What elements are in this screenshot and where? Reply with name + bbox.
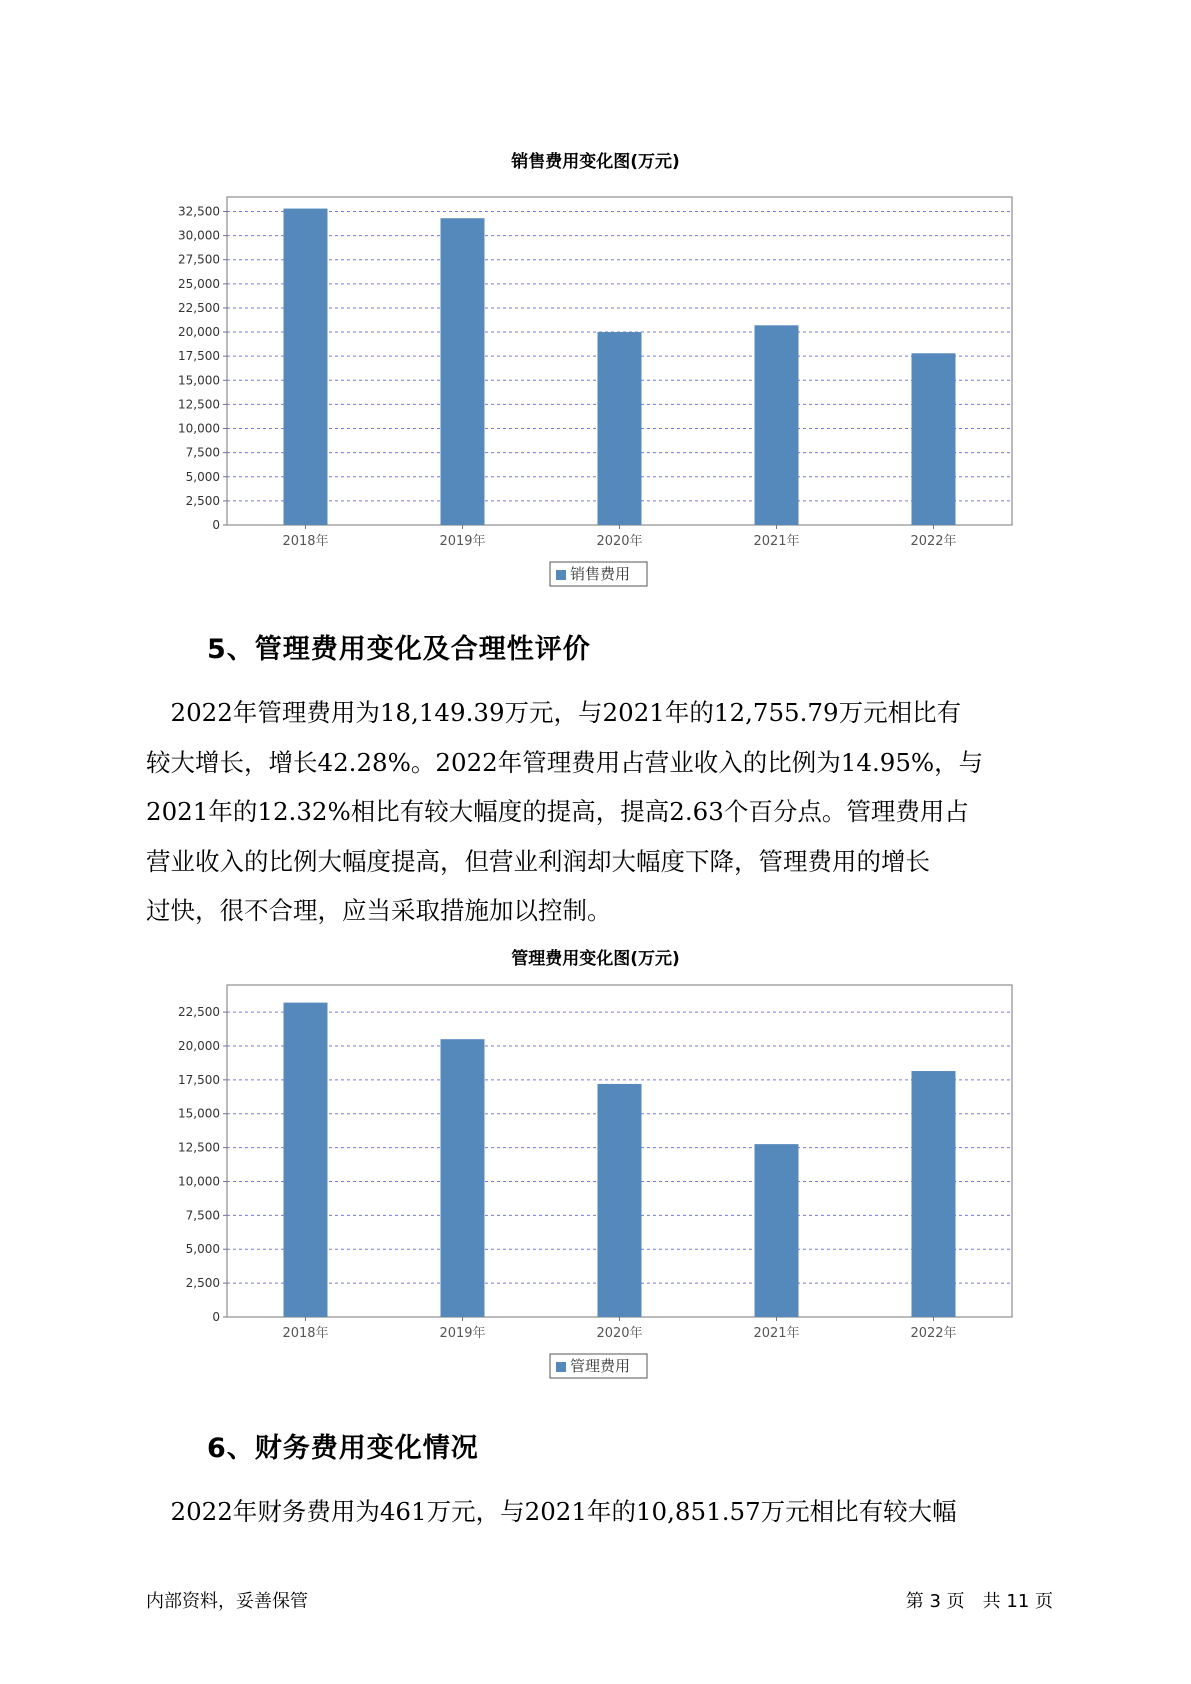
y-tick-label: 12,500	[178, 397, 220, 412]
section-5-paragraph	[146, 688, 1046, 936]
bar	[284, 209, 328, 525]
x-tick-label: 2020年	[596, 534, 643, 549]
y-tick-label: 22,500	[178, 1005, 220, 1020]
y-tick-label: 27,500	[178, 252, 220, 267]
y-tick-label: 17,500	[178, 1072, 220, 1087]
bar	[755, 1144, 799, 1317]
section-5-heading: 5、管理费用变化及合理性评价	[207, 634, 591, 665]
x-tick-label: 2020年	[596, 1326, 643, 1341]
legend-swatch	[556, 570, 566, 580]
x-tick-label: 2021年	[753, 534, 800, 549]
y-tick-label: 10,000	[178, 421, 220, 436]
y-tick-label: 22,500	[178, 300, 220, 315]
x-tick-label: 2021年	[753, 1326, 800, 1341]
x-tick-label: 2022年	[910, 534, 957, 549]
sales-expense-chart	[0, 175, 1191, 595]
section-6-heading: 6、财务费用变化情况	[207, 1433, 479, 1464]
bar	[598, 1084, 642, 1317]
admin-expense-chart	[0, 975, 1191, 1395]
y-tick-label: 10,000	[178, 1174, 220, 1189]
y-tick-label: 5,000	[185, 469, 220, 484]
y-tick-label: 20,000	[178, 1038, 220, 1053]
y-tick-label: 15,000	[178, 373, 220, 388]
x-tick-label: 2018年	[282, 534, 329, 549]
legend	[550, 1354, 647, 1378]
y-tick-label: 32,500	[178, 204, 220, 219]
y-tick-label: 15,000	[178, 1106, 220, 1121]
legend-swatch	[556, 1362, 566, 1372]
chart-title-sales: 销售费用变化图(万元)	[511, 152, 680, 172]
legend-label: 管理费用	[570, 1357, 631, 1375]
bar	[441, 1039, 485, 1317]
y-tick-label: 7,500	[185, 445, 220, 460]
paragraph-line: 较大增长，增长42.28%。2022年管理费用占营业收入的比例为14.95%，与	[146, 747, 984, 777]
x-tick-label: 2019年	[439, 534, 486, 549]
paragraph-line: 2021年的12.32%相比有较大幅度的提高，提高2.63个百分点。管理费用占	[146, 797, 969, 826]
bar	[598, 332, 642, 525]
section-6-paragraph	[146, 1487, 1046, 1537]
bar	[441, 218, 485, 525]
y-tick-label: 17,500	[178, 349, 220, 364]
y-tick-label: 2,500	[185, 493, 220, 508]
paragraph-line: 2022年管理费用为18,149.39万元，与2021年的12,755.79万元相比有	[146, 698, 962, 727]
y-tick-label: 0	[212, 1310, 220, 1324]
x-tick-label: 2022年	[910, 1326, 957, 1341]
bar	[755, 325, 799, 525]
y-tick-label: 7,500	[185, 1208, 220, 1223]
bar	[912, 353, 956, 525]
y-tick-label: 12,500	[178, 1140, 220, 1155]
x-tick-label: 2019年	[439, 1326, 486, 1341]
paragraph-line: 2022年财务费用为461万元，与2021年的10,851.57万元相比有较大幅	[146, 1497, 957, 1526]
footer-confidential: 内部资料，妥善保管	[146, 1591, 308, 1612]
bar	[284, 1003, 328, 1317]
y-tick-label: 5,000	[185, 1242, 220, 1257]
legend	[550, 562, 647, 586]
footer-page-number: 第 3 页 共 11 页	[905, 1591, 1053, 1612]
legend-label: 销售费用	[570, 565, 631, 583]
y-tick-label: 25,000	[178, 276, 220, 291]
paragraph-line: 营业收入的比例大幅度提高，但营业利润却大幅度下降，管理费用的增长	[146, 846, 930, 876]
y-tick-label: 2,500	[185, 1276, 220, 1291]
paragraph-line: 过快，很不合理，应当采取措施加以控制。	[146, 896, 612, 925]
x-tick-label: 2018年	[282, 1326, 329, 1341]
y-tick-label: 30,000	[178, 228, 220, 243]
y-tick-label: 0	[212, 518, 220, 532]
chart-title-admin: 管理费用变化图(万元)	[511, 949, 680, 969]
bar	[912, 1071, 956, 1317]
y-tick-label: 20,000	[178, 325, 220, 340]
